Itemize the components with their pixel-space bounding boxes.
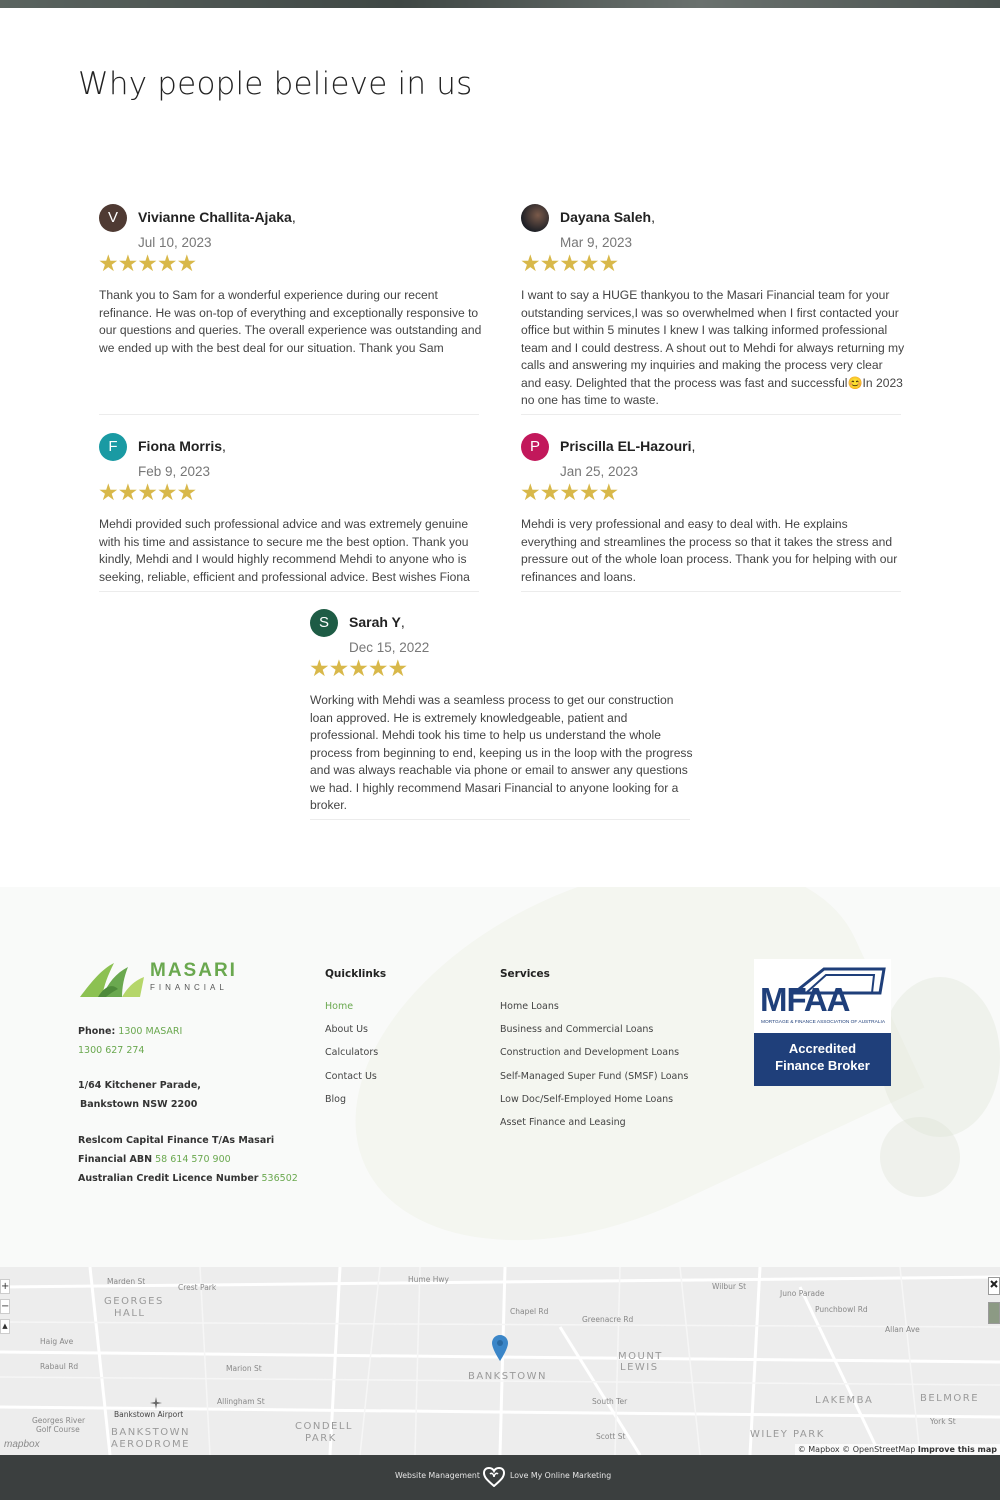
footer-link-contact[interactable]: Contact Us bbox=[325, 1071, 377, 1082]
reviewer-name: Fiona Morris, bbox=[138, 438, 226, 454]
phone-label: Phone: bbox=[78, 1026, 116, 1037]
address-line: 1/64 Kitchener Parade, bbox=[78, 1080, 201, 1091]
review-text: I want to say a HUGE thankyou to the Masari Financial team for your outstanding services,I was so overwhelmed when I first contacted your office but within 5 minutes I knew I was talking informed professional team and I could destress. A shout out to Mehdi for always returning my calls and answering my inquiries and making the process very clear and easy. Delighted that the process was fast and successful😊In 2023 no one has time to waste. bbox=[521, 288, 905, 407]
map-label: York St bbox=[930, 1417, 956, 1426]
satellite-toggle[interactable] bbox=[988, 1302, 1000, 1324]
divider bbox=[310, 819, 690, 820]
credits-bar bbox=[0, 1455, 1000, 1500]
decorative-shape bbox=[880, 1117, 960, 1197]
footer-link-service[interactable]: Construction and Development Loans bbox=[500, 1047, 680, 1058]
logo-wordmark: MASARI bbox=[150, 960, 237, 981]
map-suburb: BANKSTOWN bbox=[111, 1427, 190, 1438]
avatar: P bbox=[521, 433, 549, 461]
map-suburb: LAKEMBA bbox=[815, 1395, 874, 1406]
divider bbox=[99, 414, 479, 415]
review-date: Dec 15, 2022 bbox=[349, 640, 430, 655]
map-label: Marden St bbox=[107, 1277, 146, 1286]
map-label: Bankstown Airport bbox=[114, 1410, 184, 1419]
map-suburb: CONDELL bbox=[295, 1421, 353, 1432]
abn-label: Financial ABN bbox=[78, 1154, 153, 1165]
map-suburb: MOUNT bbox=[618, 1351, 663, 1362]
map-label: Georges River bbox=[32, 1416, 86, 1425]
location-map[interactable] bbox=[0, 1267, 1000, 1455]
accredited-line: Finance Broker bbox=[775, 1058, 870, 1073]
map-suburb: HALL bbox=[114, 1308, 146, 1319]
map-label: Punchbowl Rd bbox=[815, 1305, 868, 1314]
mfaa-full-name: MORTGAGE & FINANCE ASSOCIATION OF AUSTRALIA bbox=[761, 1020, 886, 1025]
love-my-online-marketing-link[interactable]: Love My Online Marketing bbox=[510, 1471, 612, 1480]
map-suburb: BELMORE bbox=[920, 1393, 980, 1404]
licence-value: 536502 bbox=[261, 1173, 298, 1184]
map-label: Allingham St bbox=[217, 1397, 265, 1406]
compass-button[interactable]: ▲ bbox=[0, 1319, 10, 1334]
footer-link-service[interactable]: Self-Managed Super Fund (SMSF) Loans bbox=[500, 1071, 689, 1082]
improve-map-link[interactable]: Improve this map bbox=[917, 1445, 997, 1454]
star-rating: ★★★★★ bbox=[520, 480, 619, 506]
zoom-in-button[interactable]: + bbox=[1, 1281, 10, 1292]
footer-link-blog[interactable]: Blog bbox=[325, 1094, 346, 1105]
services-heading: Services bbox=[500, 968, 550, 980]
review-date: Jul 10, 2023 bbox=[138, 235, 212, 250]
star-rating: ★★★★★ bbox=[520, 251, 619, 277]
fullscreen-icon bbox=[989, 1278, 999, 1294]
mfaa-badge bbox=[754, 959, 891, 1086]
divider bbox=[521, 591, 901, 592]
map-suburb: PARK bbox=[305, 1433, 337, 1444]
mfaa-letters: MFAA bbox=[760, 981, 850, 1018]
heart-logo-icon[interactable] bbox=[483, 1467, 505, 1487]
map-label: Hume Hwy bbox=[408, 1275, 449, 1284]
map-suburb: GEORGES bbox=[104, 1296, 164, 1307]
map-label: Chapel Rd bbox=[510, 1307, 549, 1316]
phone-name-link[interactable]: 1300 MASARI bbox=[118, 1026, 183, 1037]
review-text: Thank you to Sam for a wonderful experience during our recent refinance. He was on-top of everything and exceptionally responsive to our questions and queries. The overall experience was outstanding and we ended up with the best deal for our situation. Thank you Sam bbox=[99, 288, 482, 355]
review-date: Feb 9, 2023 bbox=[138, 464, 211, 479]
map-label: Golf Course bbox=[36, 1425, 80, 1434]
avatar: V bbox=[99, 204, 127, 232]
abn-value: 58 614 570 900 bbox=[155, 1154, 231, 1165]
review-text: Mehdi provided such professional advice and was extremely genuine with his time and assistance to secure me the best option. Thank you kindly, Mehdi and I would highly recommend Mehdi to anyone who is seeking, reliable, efficient and professional advice. Best wishes Fiona bbox=[99, 517, 470, 584]
footer-link-service[interactable]: Low Doc/Self-Employed Home Loans bbox=[500, 1094, 674, 1105]
review-text: Mehdi is very professional and easy to deal with. He explains everything and streamlines the process so that it takes the stress and pressure out of the whole loan process. Thank you for helping with our refinances and loans. bbox=[521, 517, 898, 584]
map-suburb: WILEY PARK bbox=[750, 1429, 825, 1440]
star-rating: ★★★★★ bbox=[98, 251, 197, 277]
address-line: Bankstown NSW 2200 bbox=[80, 1099, 198, 1110]
logo-mark-icon bbox=[78, 957, 148, 1001]
footer-link-calculators[interactable]: Calculators bbox=[325, 1047, 379, 1058]
star-rating: ★★★★★ bbox=[98, 480, 197, 506]
airport-icon bbox=[150, 1397, 162, 1409]
decorative-shape bbox=[880, 977, 1000, 1137]
footer-link-home[interactable]: Home bbox=[325, 1001, 354, 1012]
footer-link-service[interactable]: Home Loans bbox=[500, 1001, 559, 1012]
map-attribution bbox=[795, 1444, 1000, 1455]
accredited-line: Accredited bbox=[788, 1041, 857, 1056]
review-date: Mar 9, 2023 bbox=[560, 235, 633, 250]
masari-logo[interactable] bbox=[78, 957, 238, 1001]
map-label: Crest Park bbox=[178, 1283, 217, 1292]
quicklinks-heading: Quicklinks bbox=[325, 968, 387, 980]
map-label: Marion St bbox=[226, 1364, 262, 1373]
map-label: Wilbur St bbox=[712, 1282, 747, 1291]
map-label: Allan Ave bbox=[885, 1325, 920, 1334]
website-management-text: Website Management bbox=[395, 1471, 480, 1480]
divider bbox=[521, 414, 901, 415]
mapbox-logo[interactable]: mapbox bbox=[4, 1439, 40, 1450]
map-label: Greenacre Rd bbox=[582, 1315, 634, 1324]
review-text: Working with Mehdi was a seamless process to get our construction loan approved. He is extremely knowledgeable, patient and professional. Mehdi took his time to help us understand the whole process from beginning to end, keeping us in the loop with the progress and was always reachable via phone or email to answer any questions we had. I highly recommend Masari Financial to anyone looking for a broker. bbox=[310, 693, 693, 812]
divider bbox=[99, 591, 479, 592]
star-rating: ★★★★★ bbox=[309, 656, 408, 682]
fullscreen-button[interactable] bbox=[988, 1277, 1000, 1295]
reviewer-name: Priscilla EL-Hazouri, bbox=[560, 438, 696, 454]
hero-image-strip bbox=[0, 0, 1000, 8]
map-label: Haig Ave bbox=[40, 1337, 74, 1346]
site-footer bbox=[0, 887, 1000, 1267]
map-suburb: AERODROME bbox=[111, 1439, 190, 1450]
reviewer-name: Dayana Saleh, bbox=[560, 209, 655, 225]
map-label: Rabaul Rd bbox=[40, 1362, 79, 1371]
licence-label: Australian Credit Licence Number bbox=[78, 1173, 259, 1184]
map-suburb: BANKSTOWN bbox=[468, 1371, 547, 1382]
attribution-text[interactable]: © Mapbox © OpenStreetMap bbox=[797, 1445, 916, 1454]
map-label: South Ter bbox=[592, 1397, 628, 1406]
section-title: Why people believe in us bbox=[78, 66, 473, 102]
accredited-box bbox=[754, 1033, 891, 1086]
avatar: F bbox=[99, 433, 127, 461]
footer-link-service[interactable]: Business and Commercial Loans bbox=[500, 1024, 654, 1035]
reviewer-name: Vivianne Challita-Ajaka, bbox=[138, 209, 296, 225]
company-name: Reslcom Capital Finance T/As Masari bbox=[78, 1135, 275, 1146]
footer-link-service[interactable]: Asset Finance and Leasing bbox=[500, 1117, 626, 1128]
phone-number-link[interactable]: 1300 627 274 bbox=[78, 1045, 145, 1056]
logo-subtitle: FINANCIAL bbox=[150, 983, 228, 992]
map-label: Juno Parade bbox=[780, 1289, 825, 1298]
reviewer-name: Sarah Y, bbox=[349, 614, 405, 630]
avatar bbox=[521, 204, 549, 232]
avatar: S bbox=[310, 609, 338, 637]
footer-link-about[interactable]: About Us bbox=[325, 1024, 369, 1035]
map-label: Scott St bbox=[596, 1432, 626, 1441]
zoom-out-button[interactable]: − bbox=[1, 1301, 10, 1312]
map-suburb: LEWIS bbox=[620, 1362, 659, 1373]
review-date: Jan 25, 2023 bbox=[560, 464, 639, 479]
map-pin-icon[interactable] bbox=[491, 1334, 509, 1362]
